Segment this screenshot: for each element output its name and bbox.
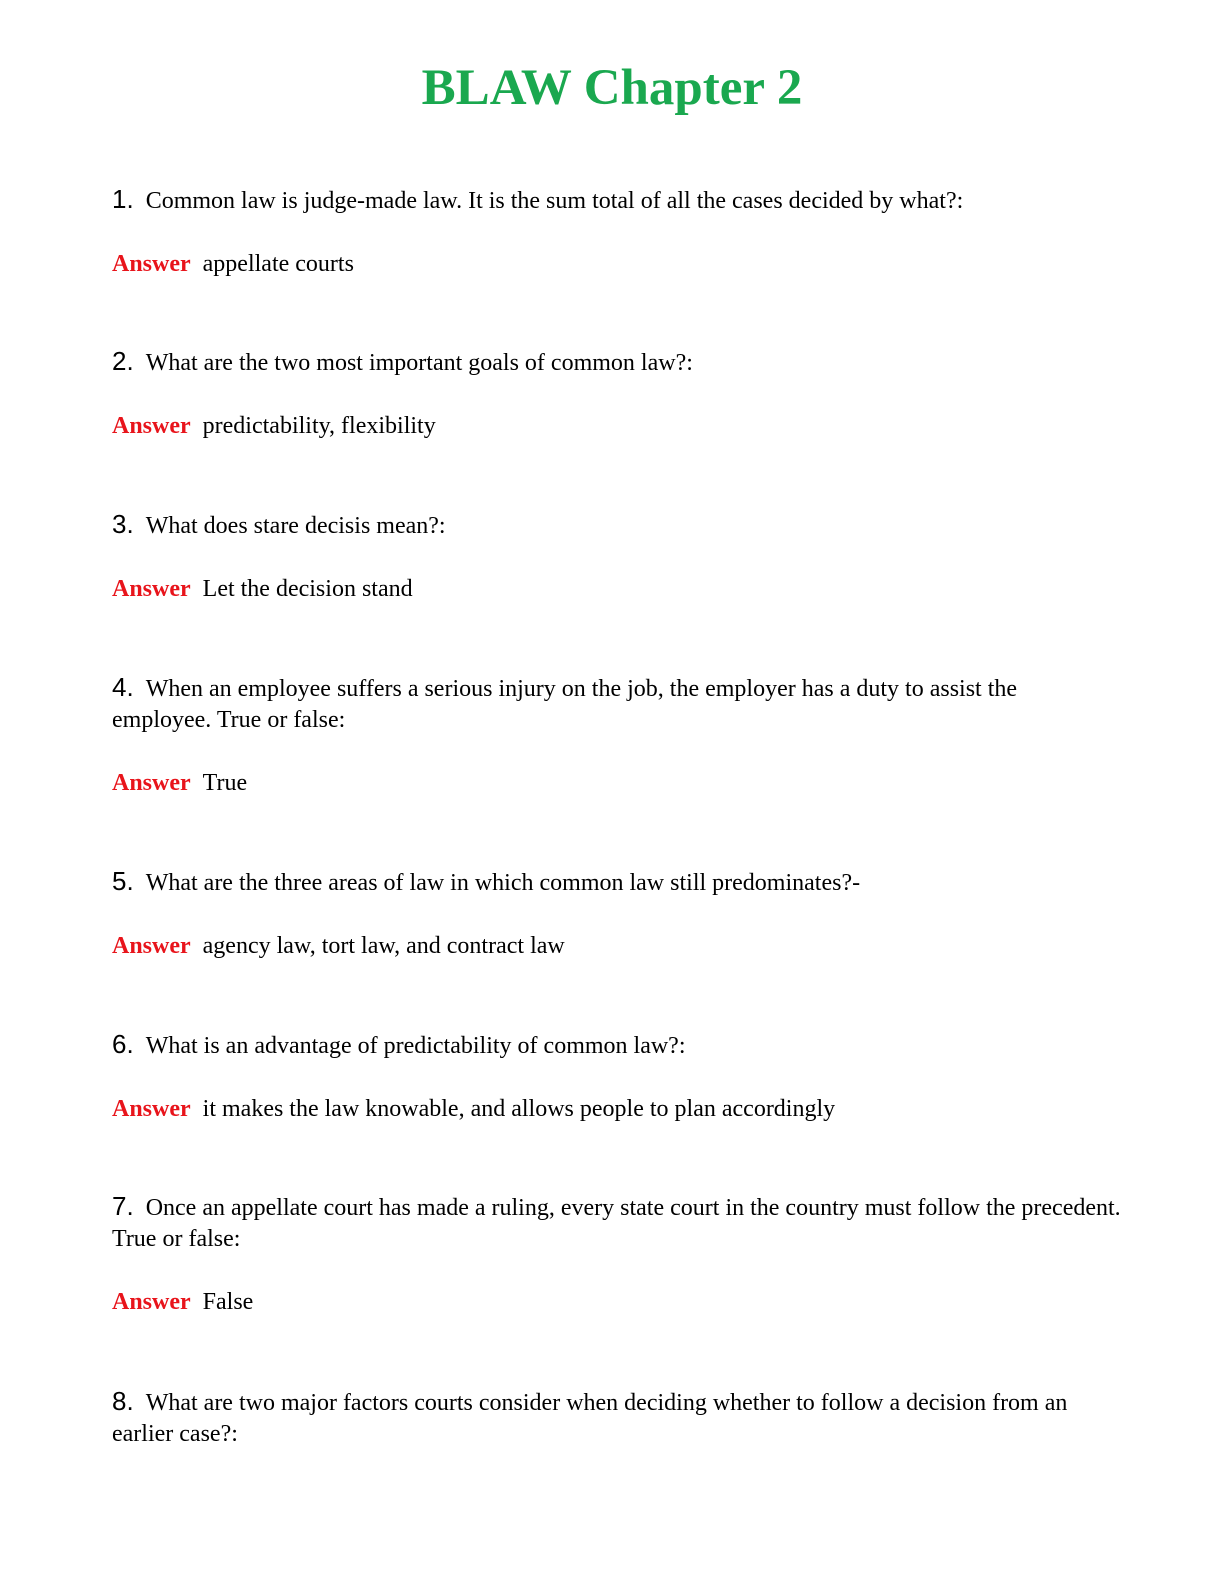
question-text <box>112 184 1122 217</box>
answer-label: Answer <box>112 1096 191 1122</box>
answer-line <box>112 411 1122 442</box>
question-number: 4. <box>112 672 134 702</box>
question-text <box>112 672 1122 736</box>
question-body: What does stare decisis mean?: <box>145 513 446 539</box>
question-body: Common law is judge-made law. It is the sum total of all the cases decided by what?: <box>145 188 964 214</box>
question-text <box>112 1386 1122 1450</box>
answer-line <box>112 574 1122 605</box>
question-item <box>112 672 1122 799</box>
answer-text: appellate courts <box>202 251 354 277</box>
page-title: BLAW Chapter 2 <box>421 60 803 116</box>
answer-text: predictability, flexibility <box>202 413 436 439</box>
answer-label: Answer <box>112 1289 191 1315</box>
answer-line <box>112 249 1122 280</box>
question-item <box>112 509 1122 605</box>
answer-text: agency law, tort law, and contract law <box>202 933 565 959</box>
question-text <box>112 1191 1122 1255</box>
answer-text: Let the decision stand <box>202 576 413 602</box>
question-item <box>112 1386 1122 1450</box>
question-text <box>112 346 1122 379</box>
question-text <box>112 866 1122 899</box>
question-item <box>112 866 1122 962</box>
question-item <box>112 346 1122 442</box>
question-number: 2. <box>112 346 134 376</box>
answer-line <box>112 1094 1122 1125</box>
answer-label: Answer <box>112 933 191 959</box>
question-text <box>112 509 1122 542</box>
question-item <box>112 184 1122 280</box>
question-number: 7. <box>112 1191 134 1221</box>
answer-line <box>112 768 1122 799</box>
question-number: 1. <box>112 184 134 214</box>
question-number: 3. <box>112 509 134 539</box>
question-item <box>112 1029 1122 1125</box>
question-item <box>112 1191 1122 1318</box>
question-number: 8. <box>112 1386 134 1416</box>
answer-line <box>112 931 1122 962</box>
question-text <box>112 1029 1122 1062</box>
question-body: What are the two most important goals of common law?: <box>145 350 693 376</box>
question-body: When an employee suffers a serious injury on the job, the employer has a duty to assist the employee. True or false: <box>112 676 1018 733</box>
question-body: Once an appellate court has made a ruling, every state court in the country must follow the precedent. True or false: <box>112 1195 1121 1252</box>
answer-text: False <box>202 1289 254 1315</box>
question-body: What is an advantage of predictability of common law?: <box>145 1033 686 1059</box>
answer-label: Answer <box>112 251 191 277</box>
question-body: What are the three areas of law in which common law still predominates?- <box>145 870 861 896</box>
question-body: What are two major factors courts consider when deciding whether to follow a decision from an earlier case?: <box>112 1390 1068 1447</box>
answer-label: Answer <box>112 770 191 796</box>
answer-line <box>112 1287 1122 1318</box>
answer-text: True <box>202 770 248 796</box>
answer-label: Answer <box>112 413 191 439</box>
question-number: 5. <box>112 866 134 896</box>
question-number: 6. <box>112 1029 134 1059</box>
answer-label: Answer <box>112 576 191 602</box>
answer-text: it makes the law knowable, and allows people to plan accordingly <box>202 1096 836 1122</box>
